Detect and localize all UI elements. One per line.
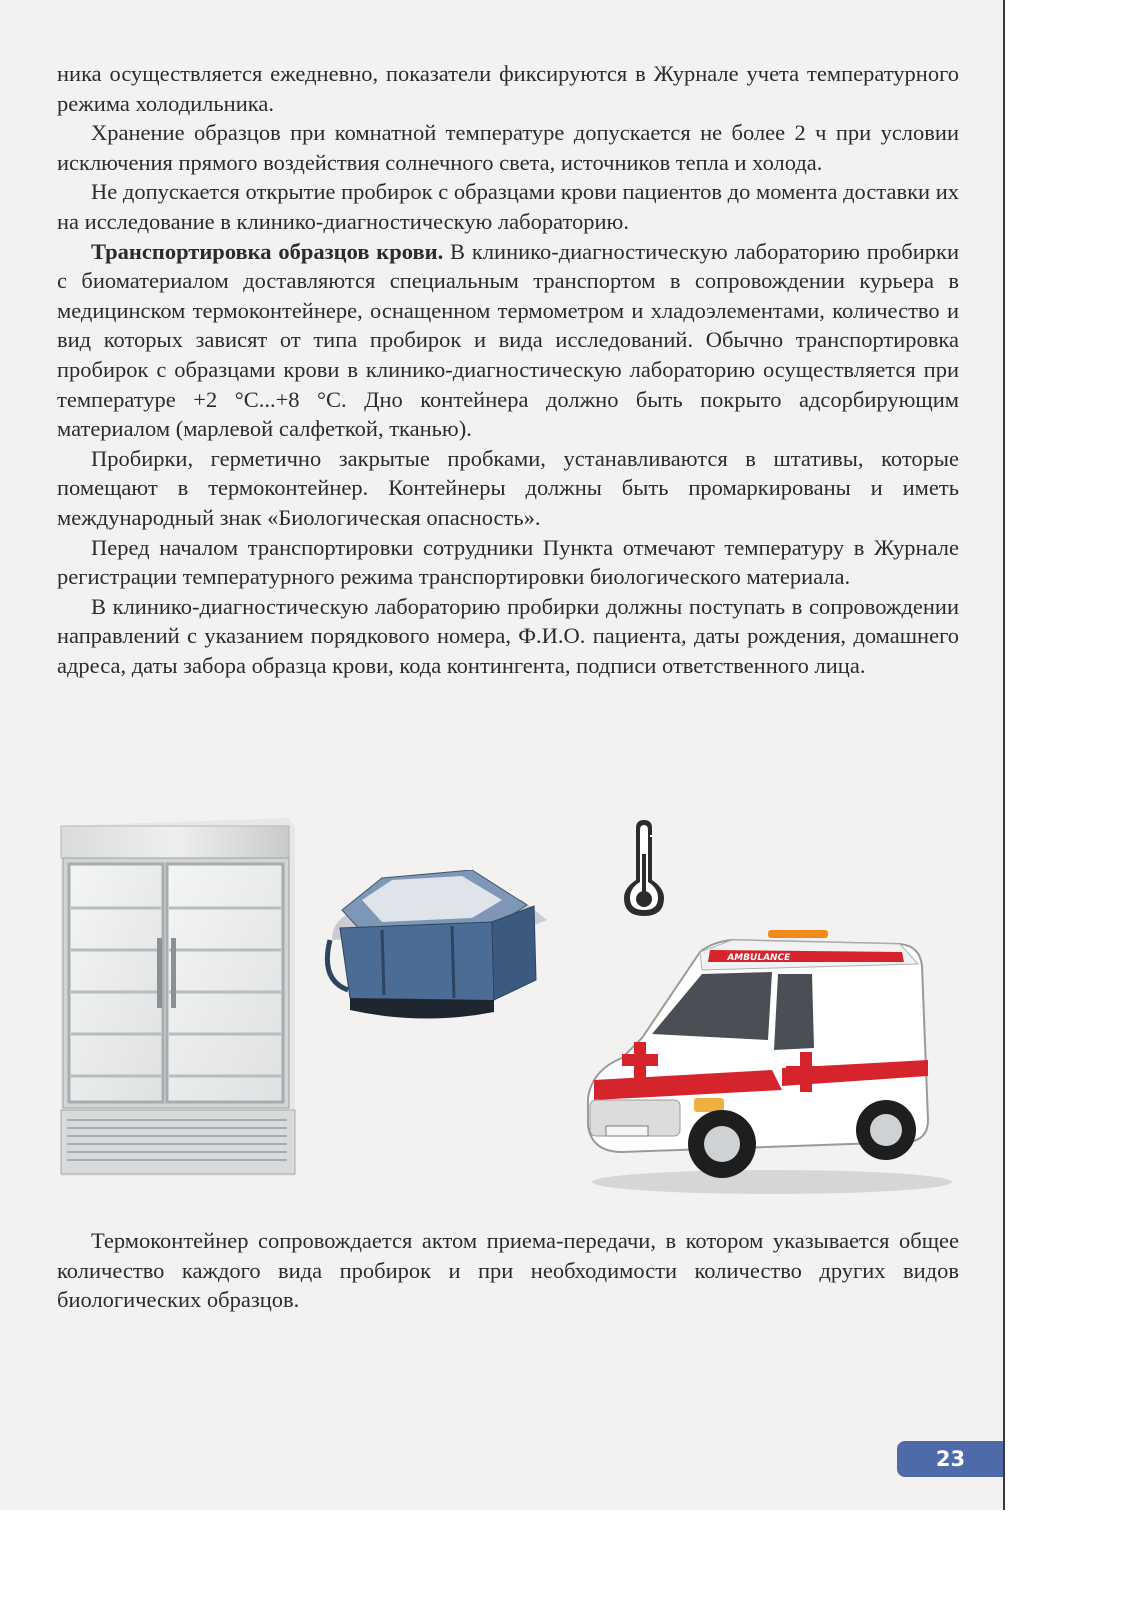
paragraph-7: В клинико-диагностическую лабораторию пробирки должны поступать в сопровождении направлений с указанием порядкового номера, Ф.И.О. пациента, даты рождения, домашнего адреса, даты забора образца крови, кода контингента, подписи ответственного лица.	[57, 593, 959, 678]
page-edge	[1003, 0, 1005, 1510]
refrigerator-illustration	[57, 818, 297, 1178]
paragraph-8: Термоконтейнер сопровождается актом приема-передачи, в котором указывается общее количество каждого вида пробирок и при необходимости количество других видов биологических образцов.	[57, 1228, 959, 1313]
section-heading: Транспортировка образцов крови.	[91, 238, 444, 264]
thermal-bag-illustration	[322, 870, 552, 1020]
text-block-bottom	[57, 1226, 959, 1315]
paragraph-4	[57, 237, 959, 444]
paragraph-6: Перед началом транспортировки сотрудники Пункта отмечают температуру в Журнале регистрации температурного режима транспортировки биологического материала.	[57, 534, 959, 590]
text-block-top	[57, 59, 959, 680]
paragraph-4-text: В клинико-диагностическую лабораторию пробирки с биоматериалом доставляются специальным транспортом в сопровождении курьера в медицинском термоконтейнере, оснащенном термометром и хладоэлементами, количество и вид которых зависят от типа пробирок и вида исследований. Обычно транспортировка пробирок с образцами крови в клинико-диагностическую лабораторию осуществляется при температуре +2 °С...+8 °С. Дно контейнера должно быть покрыто адсорбирующим материалом (марлевой салфеткой, тканью).	[57, 238, 959, 442]
page-number: 23	[897, 1441, 1004, 1477]
ambulance-sign: AMBULANCE	[726, 953, 791, 963]
paragraph-5: Пробирки, герметично закрытые пробками, устанавливаются в штативы, которые помещают в термоконтейнер. Контейнеры должны быть промаркированы и иметь международный знак «Биологическая опасность».	[57, 445, 959, 530]
paragraph-3: Не допускается открытие пробирок с образцами крови пациентов до момента доставки их на исследование в клинико-диагностическую лабораторию.	[57, 179, 959, 234]
paragraph-2: Хранение образцов при комнатной температуре допускается не более 2 ч при условии исключения прямого воздействия солнечного света, источников тепла и холода.	[57, 120, 959, 175]
paragraph-1: ника осуществляется ежедневно, показатели фиксируются в Журнале учета температурного режима холодильника.	[57, 61, 959, 116]
ambulance-van-illustration	[582, 930, 962, 1200]
thermometer-icon	[620, 818, 668, 918]
